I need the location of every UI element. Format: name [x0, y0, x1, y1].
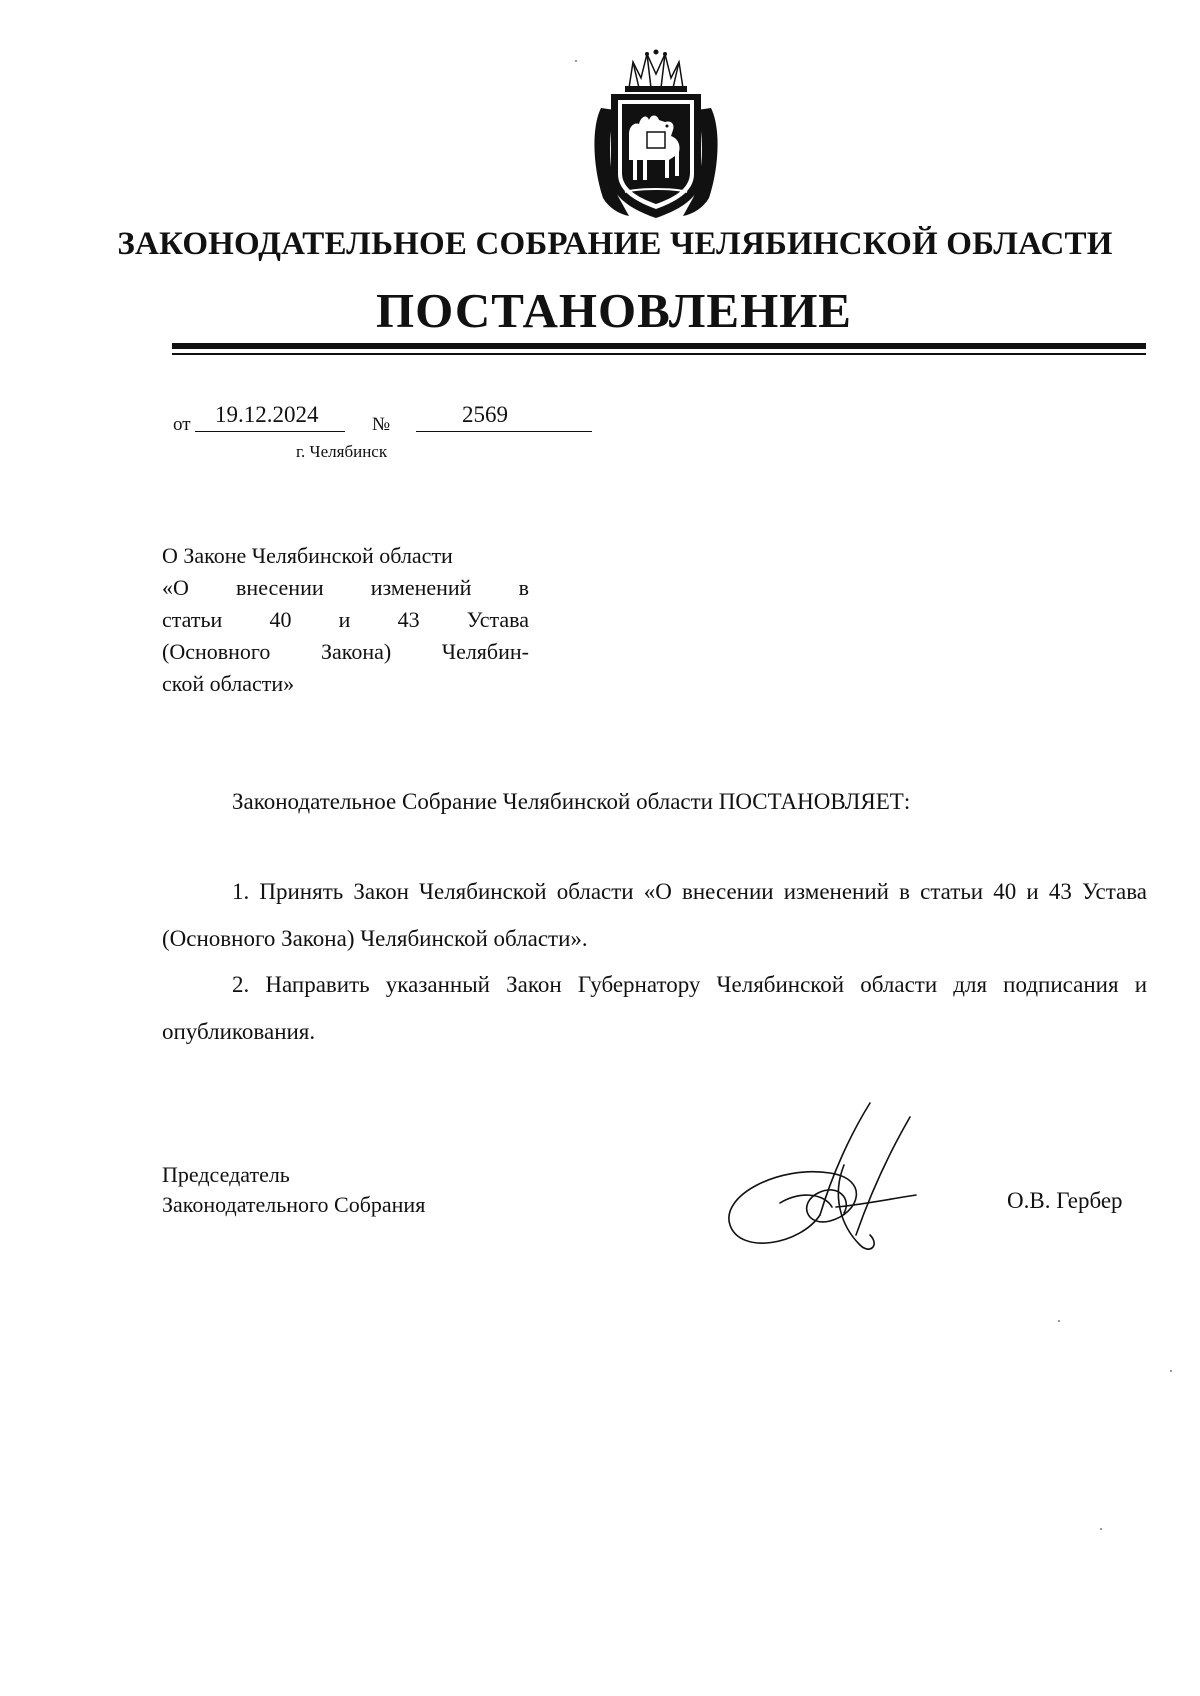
number-label: №: [372, 414, 391, 435]
resolves-paragraph: Законодательное Собрание Челябинской области ПОСТАНОВЛЯЕТ:: [232, 789, 911, 814]
scan-speck: [1170, 1370, 1172, 1372]
signer-name: О.В. Гербер: [1007, 1188, 1123, 1213]
signatory-title: [162, 1160, 425, 1220]
resolution-item: 2. Направить указанный Закон Губернатору Челябинской области для подписания и опубликования.: [162, 972, 1147, 1044]
organization-title: ЗАКОНОДАТЕЛЬНОЕ СОБРАНИЕ ЧЕЛЯБИНСКОЙ ОБЛАСТИ: [117, 226, 1113, 262]
signatory-title-line: Законодательного Собрания: [162, 1192, 426, 1217]
signatory-title-line: Председатель: [162, 1162, 290, 1187]
subject-line: «О внесении изменений в: [162, 575, 529, 600]
handwritten-signature-icon: [720, 1095, 950, 1260]
document-subject: [162, 540, 529, 700]
coat-of-arms-icon: [589, 48, 723, 222]
city-label: г. Челябинск: [296, 442, 388, 461]
subject-line: (Основного Закона) Челябин-: [162, 639, 529, 664]
scan-speck: [1058, 1320, 1060, 1322]
header-rule-thin: [172, 353, 1146, 355]
resolution-item: 1. Принять Закон Челябинской области «О внесении изменений в статьи 40 и 43 Устава (Основного Закона) Челябинской области».: [162, 879, 1147, 951]
header-rule-thick: [172, 343, 1146, 349]
from-label: от: [173, 414, 191, 435]
scan-speck: [575, 60, 577, 62]
document-number: 2569: [416, 402, 592, 432]
document-type-title: ПОСТАНОВЛЕНИЕ: [376, 283, 852, 338]
subject-line: О Законе Челябинской области: [162, 543, 453, 568]
subject-line: статьи 40 и 43 Устава: [162, 607, 529, 632]
subject-line: ской области»: [162, 671, 295, 696]
dateline: [173, 402, 613, 435]
document-date: 19.12.2024: [195, 402, 345, 432]
scan-speck: [1100, 1528, 1102, 1530]
